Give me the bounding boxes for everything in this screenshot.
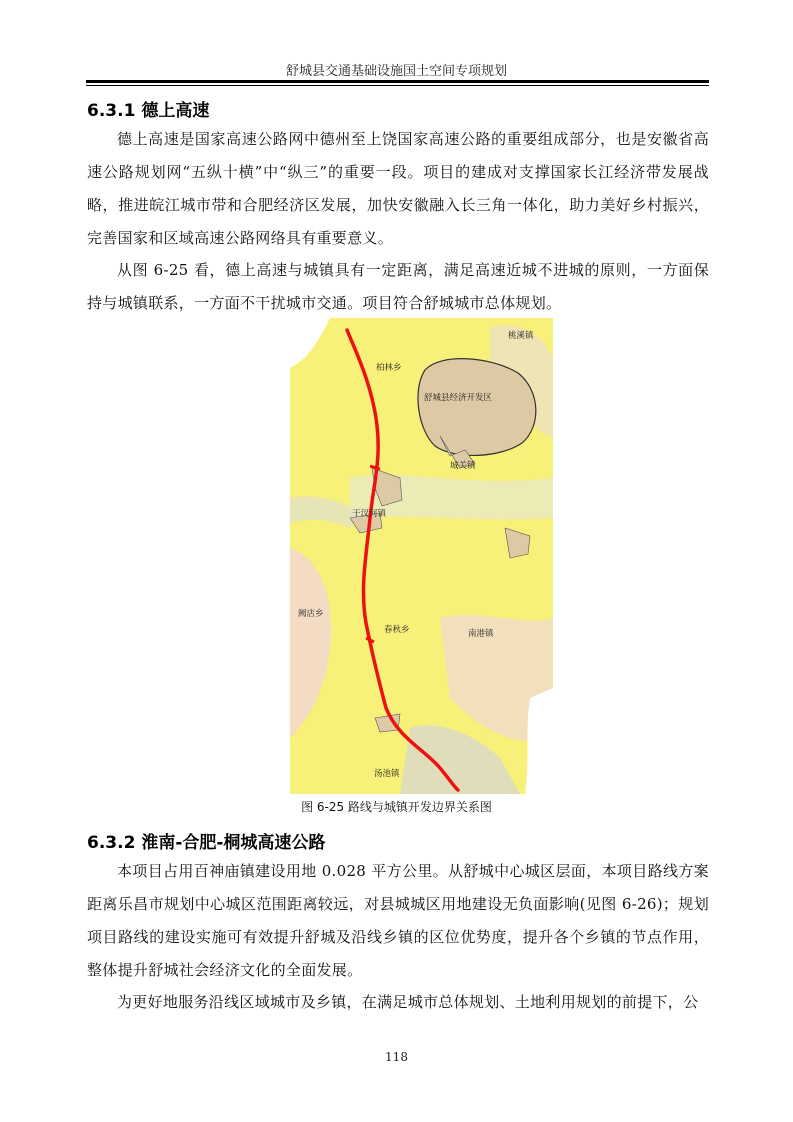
label-bailin: 柏林乡 <box>376 363 402 373</box>
town-block <box>505 528 530 558</box>
running-header: 舒城县交通基础设施国土空间专项规划 <box>285 64 507 79</box>
interchange <box>366 638 374 642</box>
label-ganchahe: 干汊河镇 <box>352 509 387 519</box>
label-tangchi: 汤池镇 <box>374 769 400 779</box>
label-chunqiu: 春秋乡 <box>384 625 410 635</box>
section-heading-6-3-2: 6.3.2 淮南-合肥-桐城高速公路 <box>87 833 326 853</box>
section1-paragraph-1: 德上高速是国家高速公路网中德州至上饶国家高速公路的重要组成部分，也是安徽省高速公路规划网“五纵十横”中“纵三”的重要一段。项目的建成对支撑国家长江经济带发展战略，推进皖江城市带和合肥经济区发展，加快安徽融入长三角一体化，助力美好乡村振兴，完善国家和区域高速公路网络具有重要意义。 <box>87 130 709 247</box>
map-edge <box>525 688 553 794</box>
label-chengguan: 城关镇 <box>450 461 476 471</box>
header-rule <box>86 80 709 83</box>
section1-paragraph-2: 从图 6-25 看，德上高速与城镇具有一定距离，满足高速近城不进城的原则，一方面保持与城镇联系，一方面不干扰城市交通。项目符合舒城城市总体规划。 <box>87 261 709 312</box>
town-block <box>375 714 400 732</box>
label-econ-zone: 舒城县经济开发区 <box>424 393 493 403</box>
label-taoxi: 桃溪镇 <box>508 331 534 341</box>
terrain-patch <box>400 725 520 794</box>
route-town-boundary-map <box>290 318 553 794</box>
header-rule-thin <box>86 85 709 86</box>
map-edge <box>290 318 330 368</box>
label-kandian: 阙店乡 <box>298 609 324 619</box>
label-nangang: 南港镇 <box>468 629 494 639</box>
economic-zone-boundary <box>418 359 536 456</box>
river-valley <box>290 497 360 528</box>
section-heading-6-3-1: 6.3.1 德上高速 <box>87 101 210 121</box>
section2-paragraph-1: 本项目占用百神庙镇建设用地 0.028 平方公里。从舒城中心城区层面，本项目路线方案距离乐昌市规划中心城区范围距离较远，对县城城区用地建设无负面影响(见图 6-26)；规划项目路线的建设实施可有效提升舒城及沿线乡镇的区位优势度，提升各个乡镇的节点作用，整体提升舒城社会经济文化的全面发展。 <box>87 862 709 979</box>
terrain-patch <box>290 548 331 738</box>
page-number: 118 <box>385 1050 408 1064</box>
section2-paragraph-2: 为更好地服务沿线区域城市及乡镇，在满足城市总体规划、土地利用规划的前提下，公 <box>117 993 699 1011</box>
figure-caption: 图 6-25 路线与城镇开发边界关系图 <box>301 800 492 814</box>
